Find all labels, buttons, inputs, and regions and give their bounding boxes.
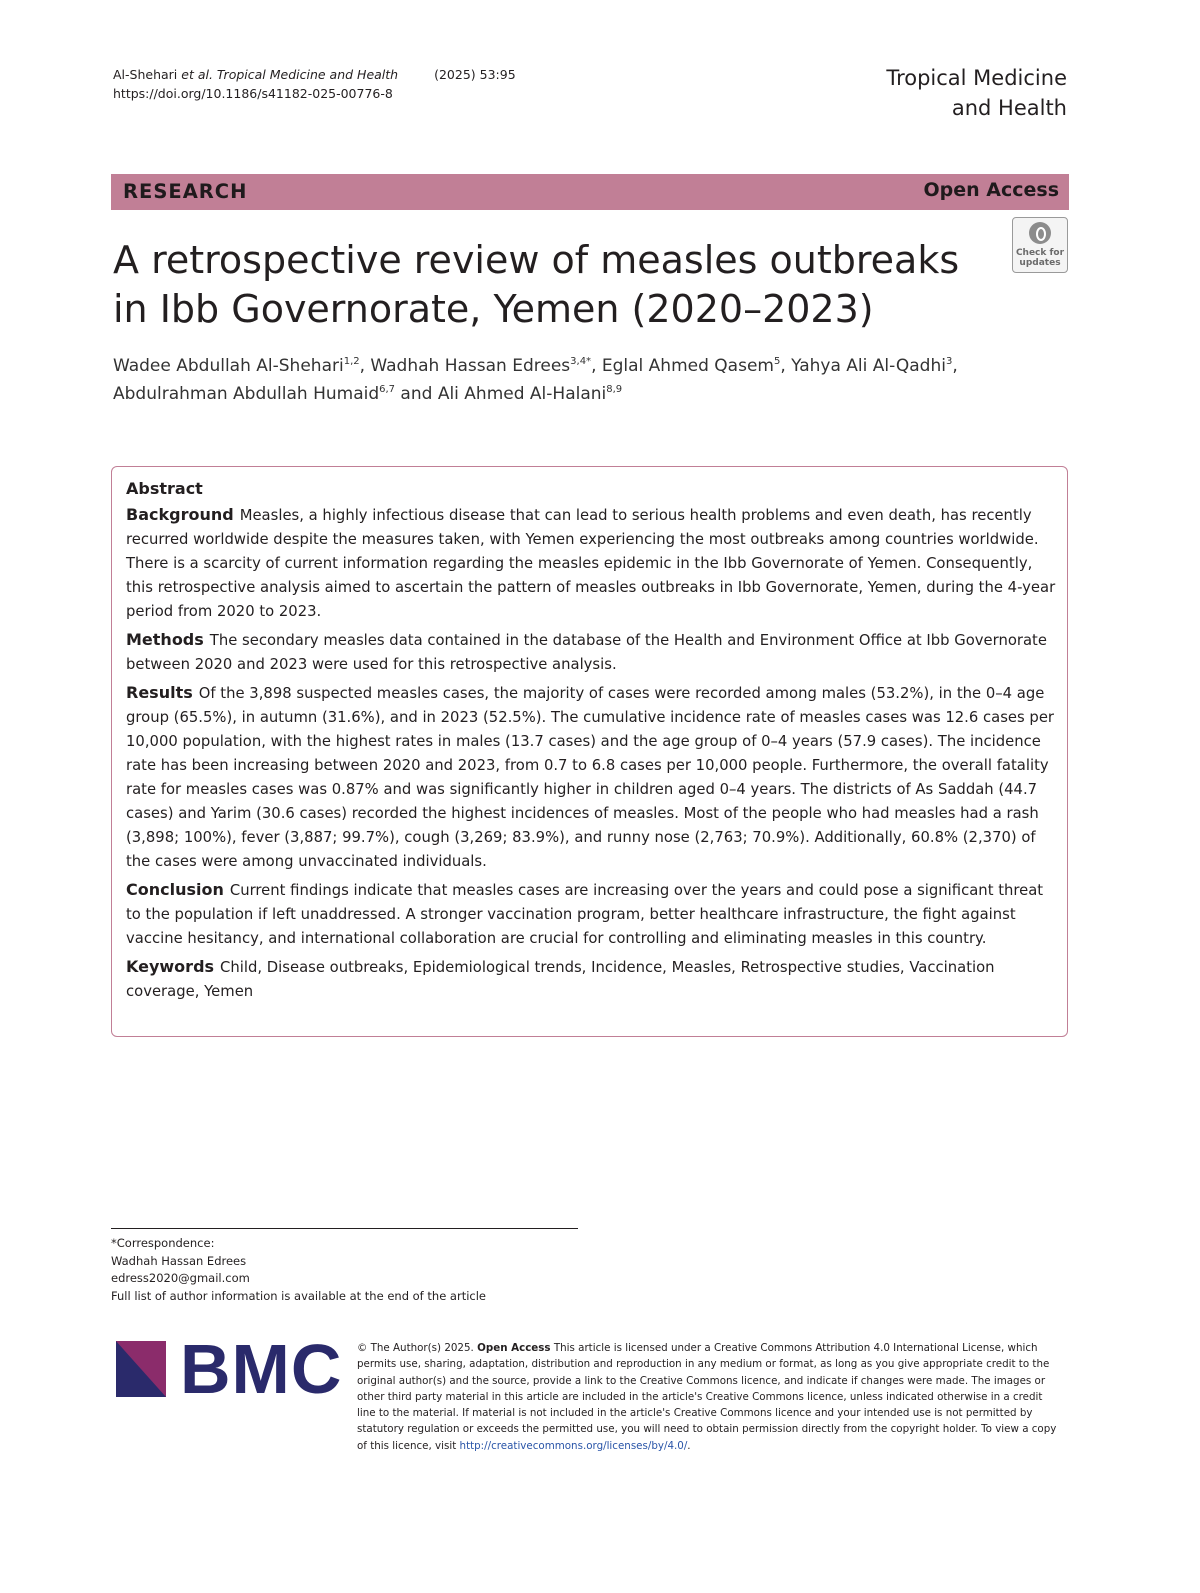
author-affiliation: 5 xyxy=(773,356,781,367)
keywords-text: Child, Disease outbreaks, Epidemiological trends, Incidence, Measles, Retrospective studies, Vaccination coverage, Yemen xyxy=(126,959,995,1000)
license-open-access: Open Access xyxy=(477,1342,551,1354)
author-name[interactable]: Ali Ahmed Al-Halani xyxy=(437,384,607,404)
license-prefix: © The Author(s) 2025. xyxy=(357,1342,474,1354)
article-title-line1: A retrospective review of measles outbreaks xyxy=(113,238,960,282)
license-statement xyxy=(357,1340,1057,1454)
journal-name-line1: Tropical Medicine xyxy=(886,66,1067,90)
author-affiliation: 1,2 xyxy=(343,356,360,367)
license-suffix: . xyxy=(687,1439,691,1452)
results-heading: Results xyxy=(126,683,193,702)
author-name[interactable]: Wadee Abdullah Al-Shehari xyxy=(113,356,344,376)
check-updates-icon xyxy=(1029,222,1051,244)
author-affiliation: 8,9 xyxy=(606,384,623,395)
author-separator: , xyxy=(591,356,602,376)
license-text: This article is licensed under a Creative Commons Attribution 4.0 International License, which permits use, sharing, adaptation, distribution and reproduction in any medium or format, as long as you give appropriate credit to the original author(s) and the source, provide a link to the Creative Commons licence, and indicate if changes were made. The images or other third party material in this article are included in the article's Creative Commons licence, unless indicated otherwise in a credit line to the material. If material is not included in the article's Creative Commons licence and your intended use is not permitted by statutory regulation or exceeds the permitted use, you will need to obtain permission directly from the copyright holder. To view a copy of this licence, visit xyxy=(357,1342,1057,1452)
conclusion-text: Current findings indicate that measles cases are increasing over the years and could pose a significant threat to the population if left unaddressed. A stronger vaccination program, better healthcare infrastructure, the fight against vaccine hesitancy, and international collaboration are crucial for controlling and eliminating measles in this country. xyxy=(126,882,1044,947)
article-title xyxy=(113,236,993,334)
citation-volume: (2025) 53:95 xyxy=(434,67,516,82)
abstract-results xyxy=(126,681,1056,874)
correspondence-note: Full list of author information is available at the end of the article xyxy=(111,1288,486,1303)
background-text: Measles, a highly infectious disease that can lead to serious health problems and even death, has recently recurred worldwide despite the measures taken, with Yemen experiencing the most outbreaks among countries worldwide. There is a scarcity of current information regarding the measles epidemic in the Ibb Governorate of Yemen. Consequently, this retrospective analysis aimed to ascertain the pattern of measles outbreaks in Ibb Governorate, Yemen, during the 4-year period from 2020 to 2023. xyxy=(126,507,1056,620)
author-affiliation: 3,4* xyxy=(570,356,592,367)
correspondence-label: *Correspondence: xyxy=(111,1236,215,1250)
article-type-band xyxy=(111,174,1069,210)
results-text: Of the 3,898 suspected measles cases, the majority of cases were recorded among males (53.2%), in the 0–4 age group (65.5%), in autumn (31.6%), and in 2023 (52.5%). The cumulative incidence rate of measles cases was 12.6 cases per 10,000 population, with the highest rates in males (13.7 cases) and the age group of 0–4 years (57.9 cases). The incidence rate has been increasing between 2020 and 2023, from 0.7 to 6.8 cases per 10,000 people. Furthermore, the overall fatality rate for measles cases was 0.87% and was significantly higher in children aged 0–4 years. The districts of As Saddah (44.7 cases) and Yarim (30.6 cases) recorded the highest incidences of measles. Most of the people who had measles had a rash (3,898; 100%), fever (3,887; 99.7%), cough (3,269; 83.9%), and runny nose (2,763; 70.9%). Additionally, 60.8% (2,370) of the cases were among unvaccinated individuals. xyxy=(126,685,1055,870)
abstract-heading: Abstract xyxy=(126,479,203,498)
bmc-logo-text: BMC xyxy=(180,1330,343,1408)
footnote-divider xyxy=(111,1228,578,1229)
author-affiliation: 3 xyxy=(945,356,953,367)
author-separator: and xyxy=(395,384,438,404)
citation-header xyxy=(113,65,516,103)
journal-name xyxy=(886,63,1067,123)
author-separator: , xyxy=(359,356,371,376)
journal-name-line2: and Health xyxy=(951,96,1067,120)
check-updates-line2: updates xyxy=(1019,258,1061,268)
abstract-background xyxy=(126,503,1056,624)
methods-heading: Methods xyxy=(126,630,204,649)
conclusion-heading: Conclusion xyxy=(126,880,224,899)
citation-etal: et al. xyxy=(181,67,213,82)
check-updates-line1: Check for xyxy=(1015,248,1065,258)
check-for-updates-button[interactable] xyxy=(1012,217,1068,273)
abstract-methods xyxy=(126,628,1056,677)
author-name[interactable]: Yahya Ali Al-Qadhi xyxy=(791,356,946,376)
correspondence-email[interactable]: edress2020@gmail.com xyxy=(111,1271,250,1285)
abstract-keywords xyxy=(126,955,1056,1004)
article-type-label: RESEARCH xyxy=(123,180,248,203)
author-separator: , xyxy=(780,356,792,376)
methods-text: The secondary measles data contained in the database of the Health and Environment Office at Ibb Governorate between 2020 and 2023 were used for this retrospective analysis. xyxy=(126,632,1047,673)
abstract-box xyxy=(111,466,1068,1037)
keywords-heading: Keywords xyxy=(126,957,215,976)
license-link[interactable]: http://creativecommons.org/licenses/by/4.0/ xyxy=(459,1439,688,1452)
doi-link[interactable]: https://doi.org/10.1186/s41182-025-00776-8 xyxy=(113,86,393,101)
open-access-label: Open Access xyxy=(923,179,1059,201)
author-affiliation: 6,7 xyxy=(379,384,396,395)
author-name[interactable]: Eglal Ahmed Qasem xyxy=(601,356,774,376)
correspondence-name: Wadhah Hassan Edrees xyxy=(111,1253,247,1268)
citation-authors: Al-Shehari xyxy=(113,67,182,82)
author-separator: , xyxy=(952,356,958,376)
author-list xyxy=(113,352,1013,408)
author-name[interactable]: Abdulrahman Abdullah Humaid xyxy=(113,384,380,404)
abstract-conclusion xyxy=(126,878,1056,951)
citation-journal: Tropical Medicine and Health xyxy=(212,67,399,82)
article-title-line2: in Ibb Governorate, Yemen (2020–2023) xyxy=(113,287,874,331)
correspondence-block xyxy=(111,1235,486,1305)
background-heading: Background xyxy=(126,505,234,524)
author-name[interactable]: Wadhah Hassan Edrees xyxy=(370,356,571,376)
